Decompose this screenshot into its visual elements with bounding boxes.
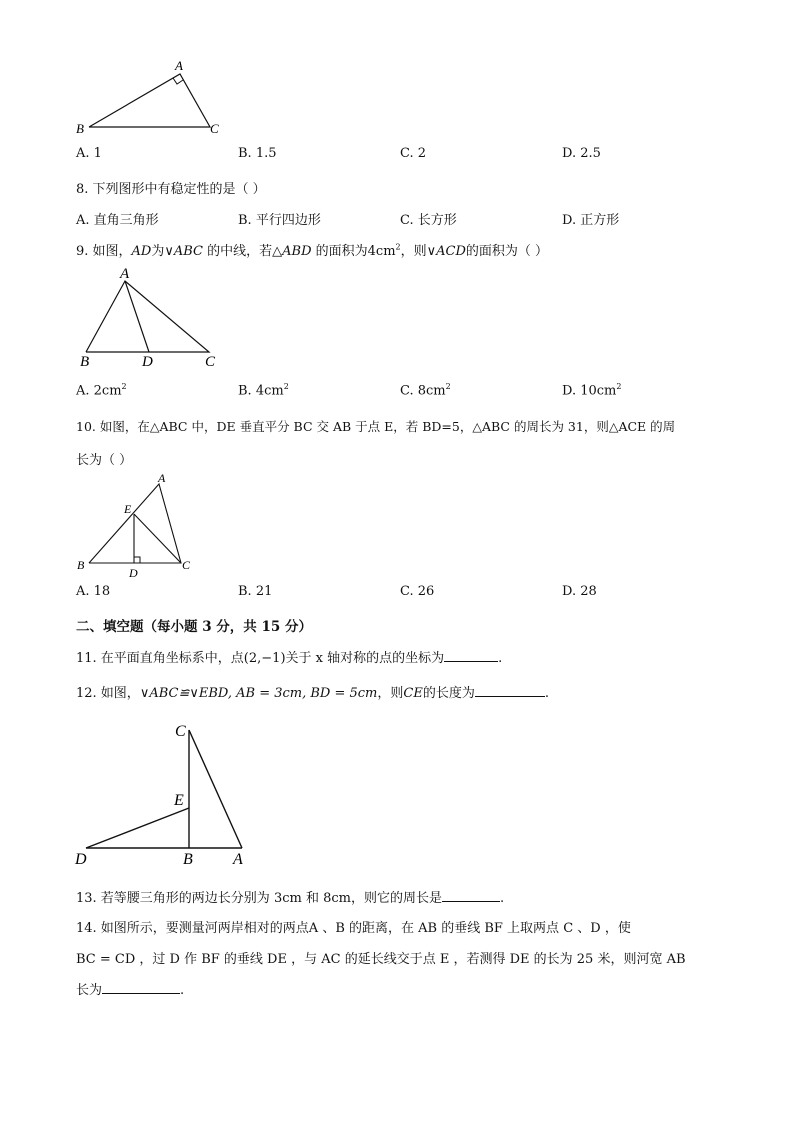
q7-option-a: A. 1 <box>76 146 102 161</box>
q7-option-b: B. 1.5 <box>238 146 277 161</box>
q14-stem-line1: 14. 如图所示，要测量河两岸相对的两点A 、B 的距离，在 AB 的垂线 BF 上取两点 C 、D ，使 <box>76 921 631 936</box>
q10-label-b: B <box>77 558 85 572</box>
q8-option-a: A. 直角三角形 <box>76 213 159 228</box>
q7-label-a: A <box>175 58 183 73</box>
q7-label-b: B <box>76 121 84 136</box>
q7-label-c: C <box>210 121 219 136</box>
section-heading-fill-in: 二、填空题（每小题 3 分，共 15 分） <box>76 619 312 635</box>
q11-stem: 11. 在平面直角坐标系中，点(2,−1)关于 x 轴对称的点的坐标为 . <box>76 647 502 666</box>
q10-label-e: E <box>124 502 132 516</box>
q10-option-c: C. 26 <box>400 584 435 599</box>
q10-stem-line2: 长为（ ） <box>76 453 133 468</box>
q9-option-b: B. $4cm^2$ <box>238 382 289 399</box>
q12-label-d: D <box>75 851 87 868</box>
q7-option-c: C. 2 <box>400 146 427 161</box>
q10-option-a: A. 18 <box>76 584 111 599</box>
q13-stem: 13. 若等腰三角形的两边长分别为 3cm 和 8cm，则它的周长是 . <box>76 887 504 906</box>
q9-label-b: B <box>80 354 90 370</box>
q8-option-c: C. 长方形 <box>400 213 457 228</box>
q14-stem-line2: BC = CD ，过 D 作 BF 的垂线 DE ，与 AC 的延长线交于点 E ，若测得 DE 的长为 25 米，则河宽 AB <box>76 952 686 967</box>
q9-option-d: D. $10cm^2$ <box>562 382 622 399</box>
q12-stem: 12. 如图，∨ABC≌∨EBD, AB = 3cm, BD = 5cm，则CE的长度为 . <box>76 682 549 701</box>
q10-label-d: D <box>129 566 138 580</box>
q8-option-b: B. 平行四边形 <box>238 213 321 228</box>
q9-option-a: A. $2cm^2$ <box>76 382 127 399</box>
q9-label-a: A <box>120 266 130 282</box>
q14-stem-line3: 长为 . <box>76 979 184 998</box>
q12-label-e: E <box>174 792 184 809</box>
q10-label-c: C <box>182 558 191 572</box>
q7-option-d: D. 2.5 <box>562 146 601 161</box>
q9-label-c: C <box>205 354 216 370</box>
q9-label-d: D <box>142 354 153 370</box>
q9-stem: 9. 如图，AD为∨ABC 的中线，若△ABD 的面积为$4cm^2$，则∨ACD的面积为（ ） <box>76 242 549 259</box>
q8-option-d: D. 正方形 <box>562 213 620 228</box>
q10-option-b: B. 21 <box>238 584 273 599</box>
q10-stem-line1: 10. 如图，在△ABC 中，DE 垂直平分 BC 交 AB 于点 E，若 BD=5，△ABC 的周长为 31，则△ACE 的周 <box>76 419 676 434</box>
q12-label-c: C <box>175 723 186 740</box>
q10-option-d: D. 28 <box>562 584 597 599</box>
q12-label-a: A <box>233 851 243 868</box>
q8-stem: 8. 下列图形中有稳定性的是（ ） <box>76 182 266 197</box>
q9-option-c: C. $8cm^2$ <box>400 382 451 399</box>
q14-answer-blank[interactable] <box>102 980 180 994</box>
q13-answer-blank[interactable] <box>442 888 500 902</box>
q12-label-b: B <box>183 851 193 868</box>
q10-label-a: A <box>158 471 166 485</box>
